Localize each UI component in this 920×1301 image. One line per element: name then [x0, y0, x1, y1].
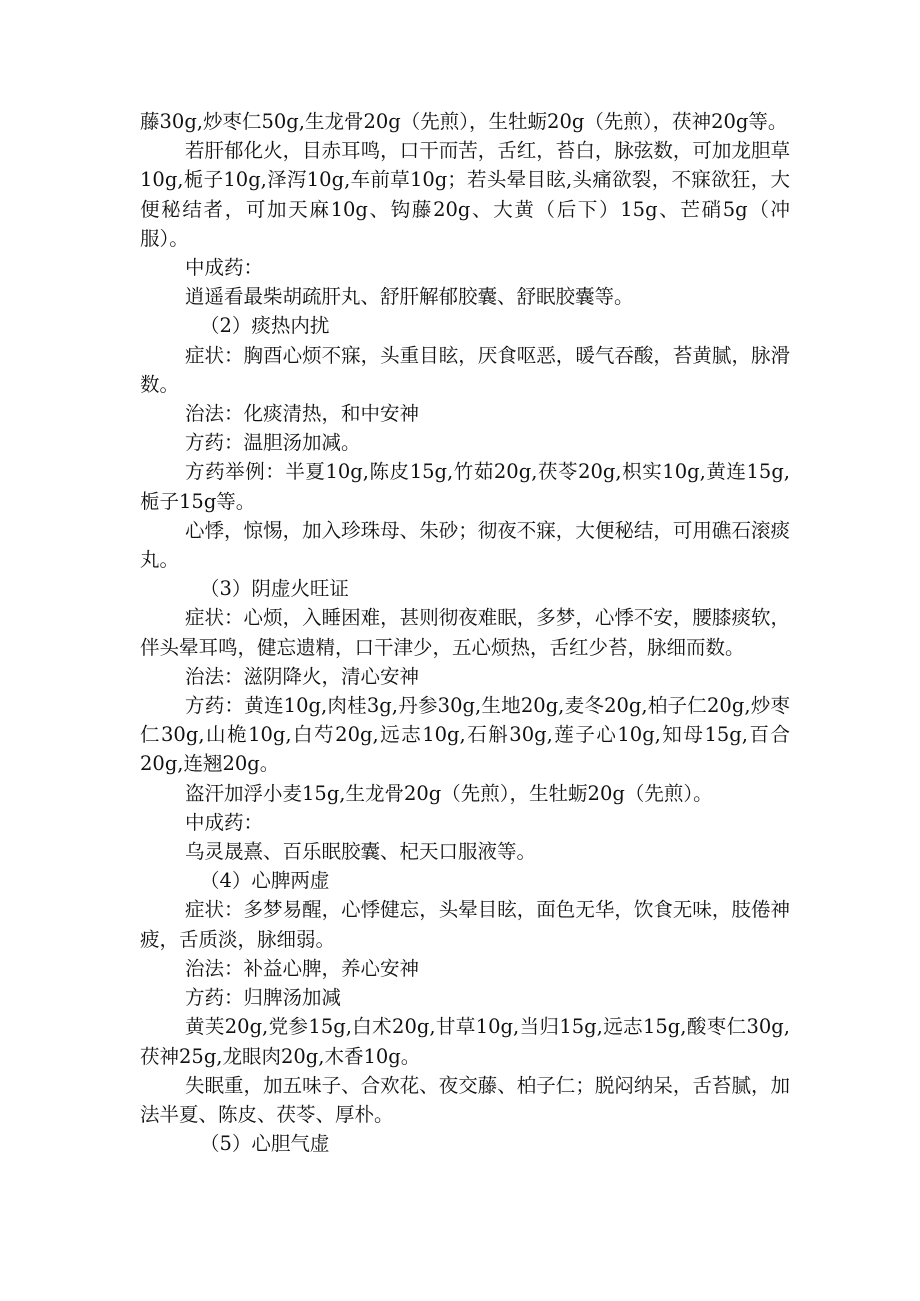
paragraph-formula-2: 方药：温胆汤加减。: [185, 431, 361, 455]
paragraph-symptoms-3: 症状：心烦，入睡困难，甚则彻夜难眠，多梦，心悸不安，腰膝痰软，伴头晕耳鸣，健忘遗精，口干津少，五心烦热，舌红少苔，脉细而数。: [140, 606, 790, 659]
paragraph-modification-2: 心悸，惊惕，加入珍珠母、朱砂；彻夜不寐，大便秘结，可用礁石滚痰丸。: [140, 518, 790, 572]
paragraph-patent-medicine-3: 乌灵晟熹、百乐眠胶囊、杞天口服液等。: [185, 840, 537, 864]
paragraph-modification-4: 失眠重，加五味子、合欢花、夜交藤、柏子仁；脱闷纳呆，舌苔腻，加法半夏、陈皮、茯苓、厚朴。: [140, 1073, 790, 1126]
label-patent-medicine: 中成药：: [185, 256, 264, 280]
heading-heart-gallbladder: （5）心胆气虚: [200, 1132, 330, 1156]
paragraph-symptoms-2: 症状：胸酉心烦不寐，头重目眩，厌食呕恶，暖气吞酸，苔黄腻，脉滑数。: [140, 343, 790, 396]
paragraph-liver-fire: 若肝郁化火，目赤耳鸣，口干而苦，舌红，苔白，脉弦数，可加龙胆草10g,栀子10g,泽泻10g,车前草10g；若头晕目眩,头痛欲裂，不寐欲狂，大便秘结者，可加天麻10g、钩藤20g、大黄（后下）15g、芒硝5g（冲服）。: [140, 139, 790, 250]
paragraph-patent-medicine-1: 逍遥看最柴胡疏肝丸、舒肝解郁胶囊、舒眠胶囊等。: [185, 285, 634, 309]
paragraph-symptoms-4: 症状：多梦易醒，心悸健忘，头晕目眩，面色无华，饮食无味，肢倦神疲，舌质淡，脉细弱。: [140, 898, 790, 951]
paragraph-treatment-2: 治法：化痰清热，和中安神: [185, 402, 420, 426]
paragraph-modification-3: 盗汗加浮小麦15g,生龙骨20g（先煎），生牡蛎20g（先煎）。: [185, 781, 713, 805]
paragraph-treatment-4: 治法：补益心脾，养心安神: [185, 956, 420, 980]
paragraph-formula-example-2: 方药举例：半夏10g,陈皮15g,竹茹20g,茯苓20g,枳实10g,黄连15g,栀子15g等。: [140, 460, 790, 513]
paragraph-ingredients-4: 黄芙20g,党参15g,白术20g,甘草10g,当归15g,远志15g,酸枣仁30g,茯神25g,龙眼肉20g,木香10g。: [140, 1015, 790, 1068]
heading-phlegm-heat: （2）痰热内扰: [200, 314, 330, 338]
heading-yin-deficiency: （3）阴虚火旺证: [200, 577, 349, 601]
paragraph-formula-4: 方药：归脾汤加减: [185, 986, 342, 1010]
paragraph-treatment-3: 治法：滋阴降火，清心安神: [185, 664, 420, 688]
document-body: [140, 107, 790, 1158]
heading-heart-spleen: （4）心脾两虚: [200, 869, 330, 893]
paragraph-formula-3: 方药：黄连10g,肉桂3g,丹参30g,生地20g,麦冬20g,柏子仁20g,炒枣仁30g,山桅10g,白芍20g,远志10g,石斛30g,莲子心10g,知母15g,百合20g,连翘20g。: [140, 694, 790, 776]
label-patent-medicine-3: 中成药：: [185, 810, 264, 834]
paragraph-prescription-end: 藤30g,炒枣仁50g,生龙骨20g（先煎），生牡蛎20g（先煎），茯神20g等。: [140, 110, 788, 133]
